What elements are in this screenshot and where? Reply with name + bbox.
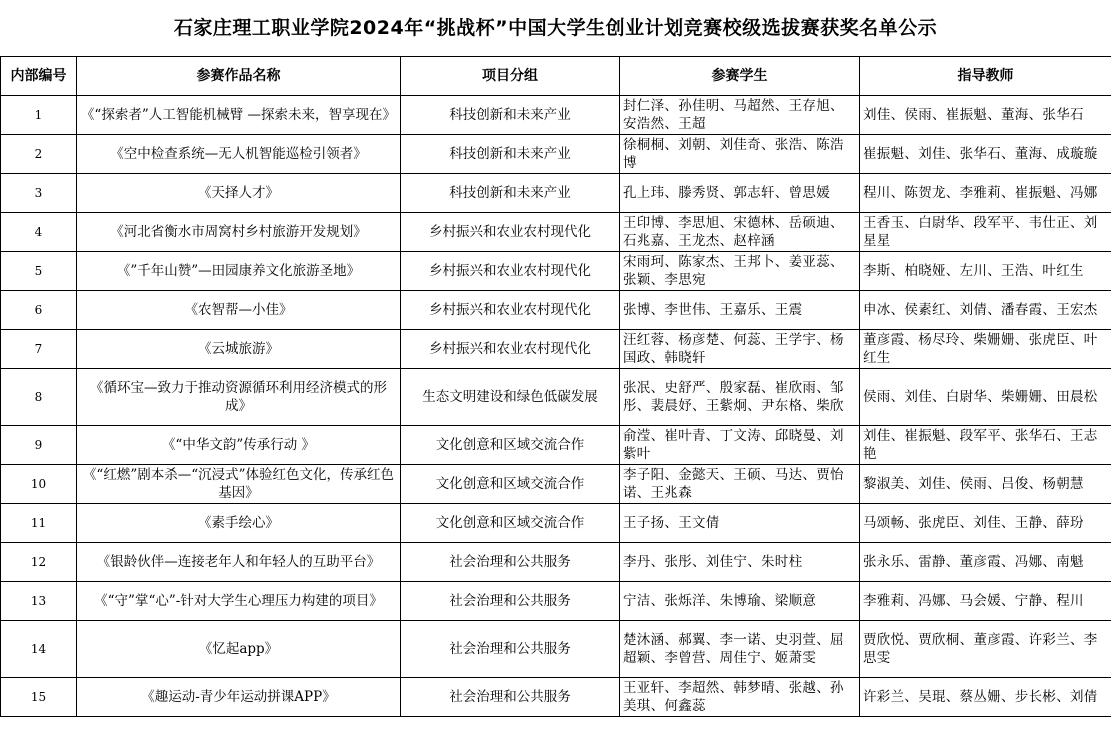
cell-teachers: 马颂畅、张虎臣、刘佳、王静、薛玢	[860, 504, 1111, 543]
table-row	[1, 330, 1111, 369]
cell-id: 8	[1, 369, 77, 426]
cell-teachers: 董彦霞、杨尽玲、柴姗姗、张虎臣、叶红生	[860, 330, 1111, 369]
cell-group: 社会治理和公共服务	[401, 621, 620, 678]
cell-group: 生态文明建设和绿色低碳发展	[401, 369, 620, 426]
table-row	[1, 96, 1111, 135]
cell-id: 12	[1, 543, 77, 582]
header-id: 内部编号	[1, 57, 77, 96]
page-title: 石家庄理工职业学院2024年“挑战杯”中国大学生创业计划竞赛校级选拔赛获奖名单公示	[173, 17, 938, 39]
cell-group: 社会治理和公共服务	[401, 582, 620, 621]
cell-teachers: 李斯、柏晓娅、左川、王浩、叶红生	[860, 252, 1111, 291]
cell-work: 《农智帮—小佳》	[77, 291, 401, 330]
table-row	[1, 213, 1111, 252]
cell-group: 社会治理和公共服务	[401, 678, 620, 717]
cell-id: 7	[1, 330, 77, 369]
cell-students: 李丹、张彤、刘佳宁、朱时柱	[620, 543, 860, 582]
cell-work: 《“红燃”剧本杀—“沉浸式”体验红色文化，传承红色基因》	[77, 465, 401, 504]
cell-students: 徐桐桐、刘朝、刘佳奇、张浩、陈浩博	[620, 135, 860, 174]
cell-teachers: 程川、陈贺龙、李雅莉、崔振魁、冯娜	[860, 174, 1111, 213]
cell-students: 王亚轩、李超然、韩梦晴、张越、孙美琪、何鑫蕊	[620, 678, 860, 717]
cell-work: 《忆起app》	[77, 621, 401, 678]
cell-teachers: 张永乐、雷静、董彦霞、冯娜、南魁	[860, 543, 1111, 582]
table-row	[1, 135, 1111, 174]
cell-group: 文化创意和区域交流合作	[401, 465, 620, 504]
cell-students: 李子阳、金懿天、王硕、马达、贾怡诺、王兆森	[620, 465, 860, 504]
cell-group: 文化创意和区域交流合作	[401, 504, 620, 543]
cell-work: 《”千年山赞”—田园康养文化旅游圣地》	[77, 252, 401, 291]
header-work: 参赛作品名称	[77, 57, 401, 96]
cell-id: 1	[1, 96, 77, 135]
cell-id: 11	[1, 504, 77, 543]
cell-teachers: 刘佳、崔振魁、段军平、张华石、王志艳	[860, 426, 1111, 465]
cell-teachers: 许彩兰、吴琨、蔡丛姗、步长彬、刘倩	[860, 678, 1111, 717]
table-row	[1, 369, 1111, 426]
table-row	[1, 582, 1111, 621]
cell-work: 《河北省衡水市周窝村乡村旅游开发规划》	[77, 213, 401, 252]
cell-teachers: 王香玉、白尉华、段军平、韦仕正、刘星星	[860, 213, 1111, 252]
cell-work: 《天择人才》	[77, 174, 401, 213]
cell-work: 《空中检查系统—无人机智能巡检引领者》	[77, 135, 401, 174]
cell-teachers: 李雅莉、冯娜、马会媛、宁静、程川	[860, 582, 1111, 621]
cell-id: 2	[1, 135, 77, 174]
cell-id: 10	[1, 465, 77, 504]
cell-work: 《循环宝—致力于推动资源循环利用经济模式的形成》	[77, 369, 401, 426]
cell-group: 文化创意和区域交流合作	[401, 426, 620, 465]
cell-group: 科技创新和未来产业	[401, 96, 620, 135]
cell-students: 俞滢、崔叶青、丁文涛、邱晓曼、刘紫叶	[620, 426, 860, 465]
cell-work: 《趣运动-青少年运动拼课APP》	[77, 678, 401, 717]
table-row	[1, 465, 1111, 504]
cell-id: 4	[1, 213, 77, 252]
cell-group: 社会治理和公共服务	[401, 543, 620, 582]
cell-students: 王子扬、王文倩	[620, 504, 860, 543]
cell-teachers: 黎淑美、刘佳、侯雨、吕俊、杨朝慧	[860, 465, 1111, 504]
cell-work: 《“中华文韵”传承行动 》	[77, 426, 401, 465]
table-row	[1, 174, 1111, 213]
cell-work: 《“探索者”人工智能机械臂 —探索未来，智享现在》	[77, 96, 401, 135]
cell-id: 15	[1, 678, 77, 717]
cell-teachers: 申冰、侯素红、刘倩、潘春霞、王宏杰	[860, 291, 1111, 330]
cell-students: 张博、李世伟、王嘉乐、王震	[620, 291, 860, 330]
cell-group: 科技创新和未来产业	[401, 135, 620, 174]
cell-id: 14	[1, 621, 77, 678]
table-row	[1, 621, 1111, 678]
cell-group: 乡村振兴和农业农村现代化	[401, 330, 620, 369]
cell-id: 13	[1, 582, 77, 621]
cell-group: 乡村振兴和农业农村现代化	[401, 291, 620, 330]
cell-students: 楚沐涵、郝翼、李一诺、史羽萱、屈超颖、李曾营、周佳宁、姬萧雯	[620, 621, 860, 678]
cell-id: 6	[1, 291, 77, 330]
cell-teachers: 侯雨、刘佳、白尉华、柴姗姗、田晨松	[860, 369, 1111, 426]
table-body	[1, 96, 1111, 717]
cell-students: 张冺、史舒严、殷家磊、崔欣雨、邹彤、裴晨妤、王紫炯、尹东格、柴欣	[620, 369, 860, 426]
cell-students: 封仁泽、孙佳明、马超然、王存旭、安浩然、王超	[620, 96, 860, 135]
cell-teachers: 贾欣悦、贾欣桐、董彦霞、许彩兰、李思雯	[860, 621, 1111, 678]
table-row	[1, 252, 1111, 291]
cell-students: 宁洁、张烁洋、朱博瑜、梁顺意	[620, 582, 860, 621]
header-teachers: 指导教师	[860, 57, 1111, 96]
cell-work: 《“守”掌“心”-针对大学生心理压力构建的项目》	[77, 582, 401, 621]
cell-id: 5	[1, 252, 77, 291]
cell-group: 乡村振兴和农业农村现代化	[401, 213, 620, 252]
cell-id: 9	[1, 426, 77, 465]
header-students: 参赛学生	[620, 57, 860, 96]
table-header-row	[1, 57, 1111, 96]
cell-students: 王印博、李思旭、宋德林、岳硕迪、石兆嘉、王龙杰、赵梓涵	[620, 213, 860, 252]
cell-teachers: 刘佳、侯雨、崔振魁、董海、张华石	[860, 96, 1111, 135]
table-row	[1, 543, 1111, 582]
award-table	[0, 56, 1111, 717]
cell-work: 《银龄伙伴—连接老年人和年轻人的互助平台》	[77, 543, 401, 582]
table-row	[1, 504, 1111, 543]
cell-group: 科技创新和未来产业	[401, 174, 620, 213]
cell-students: 宋雨珂、陈家杰、王邦卜、姜亚蕊、张颖、李思宛	[620, 252, 860, 291]
cell-id: 3	[1, 174, 77, 213]
cell-teachers: 崔振魁、刘佳、张华石、董海、成璇璇	[860, 135, 1111, 174]
table-row	[1, 678, 1111, 717]
cell-group: 乡村振兴和农业农村现代化	[401, 252, 620, 291]
header-group: 项目分组	[401, 57, 620, 96]
cell-work: 《素手绘心》	[77, 504, 401, 543]
cell-students: 孔上玮、滕秀贤、郭志轩、曾思媛	[620, 174, 860, 213]
table-row	[1, 291, 1111, 330]
cell-work: 《云城旅游》	[77, 330, 401, 369]
table-row	[1, 426, 1111, 465]
cell-students: 汪红蓉、杨彦楚、何蕊、王学宇、杨国政、韩晓轩	[620, 330, 860, 369]
